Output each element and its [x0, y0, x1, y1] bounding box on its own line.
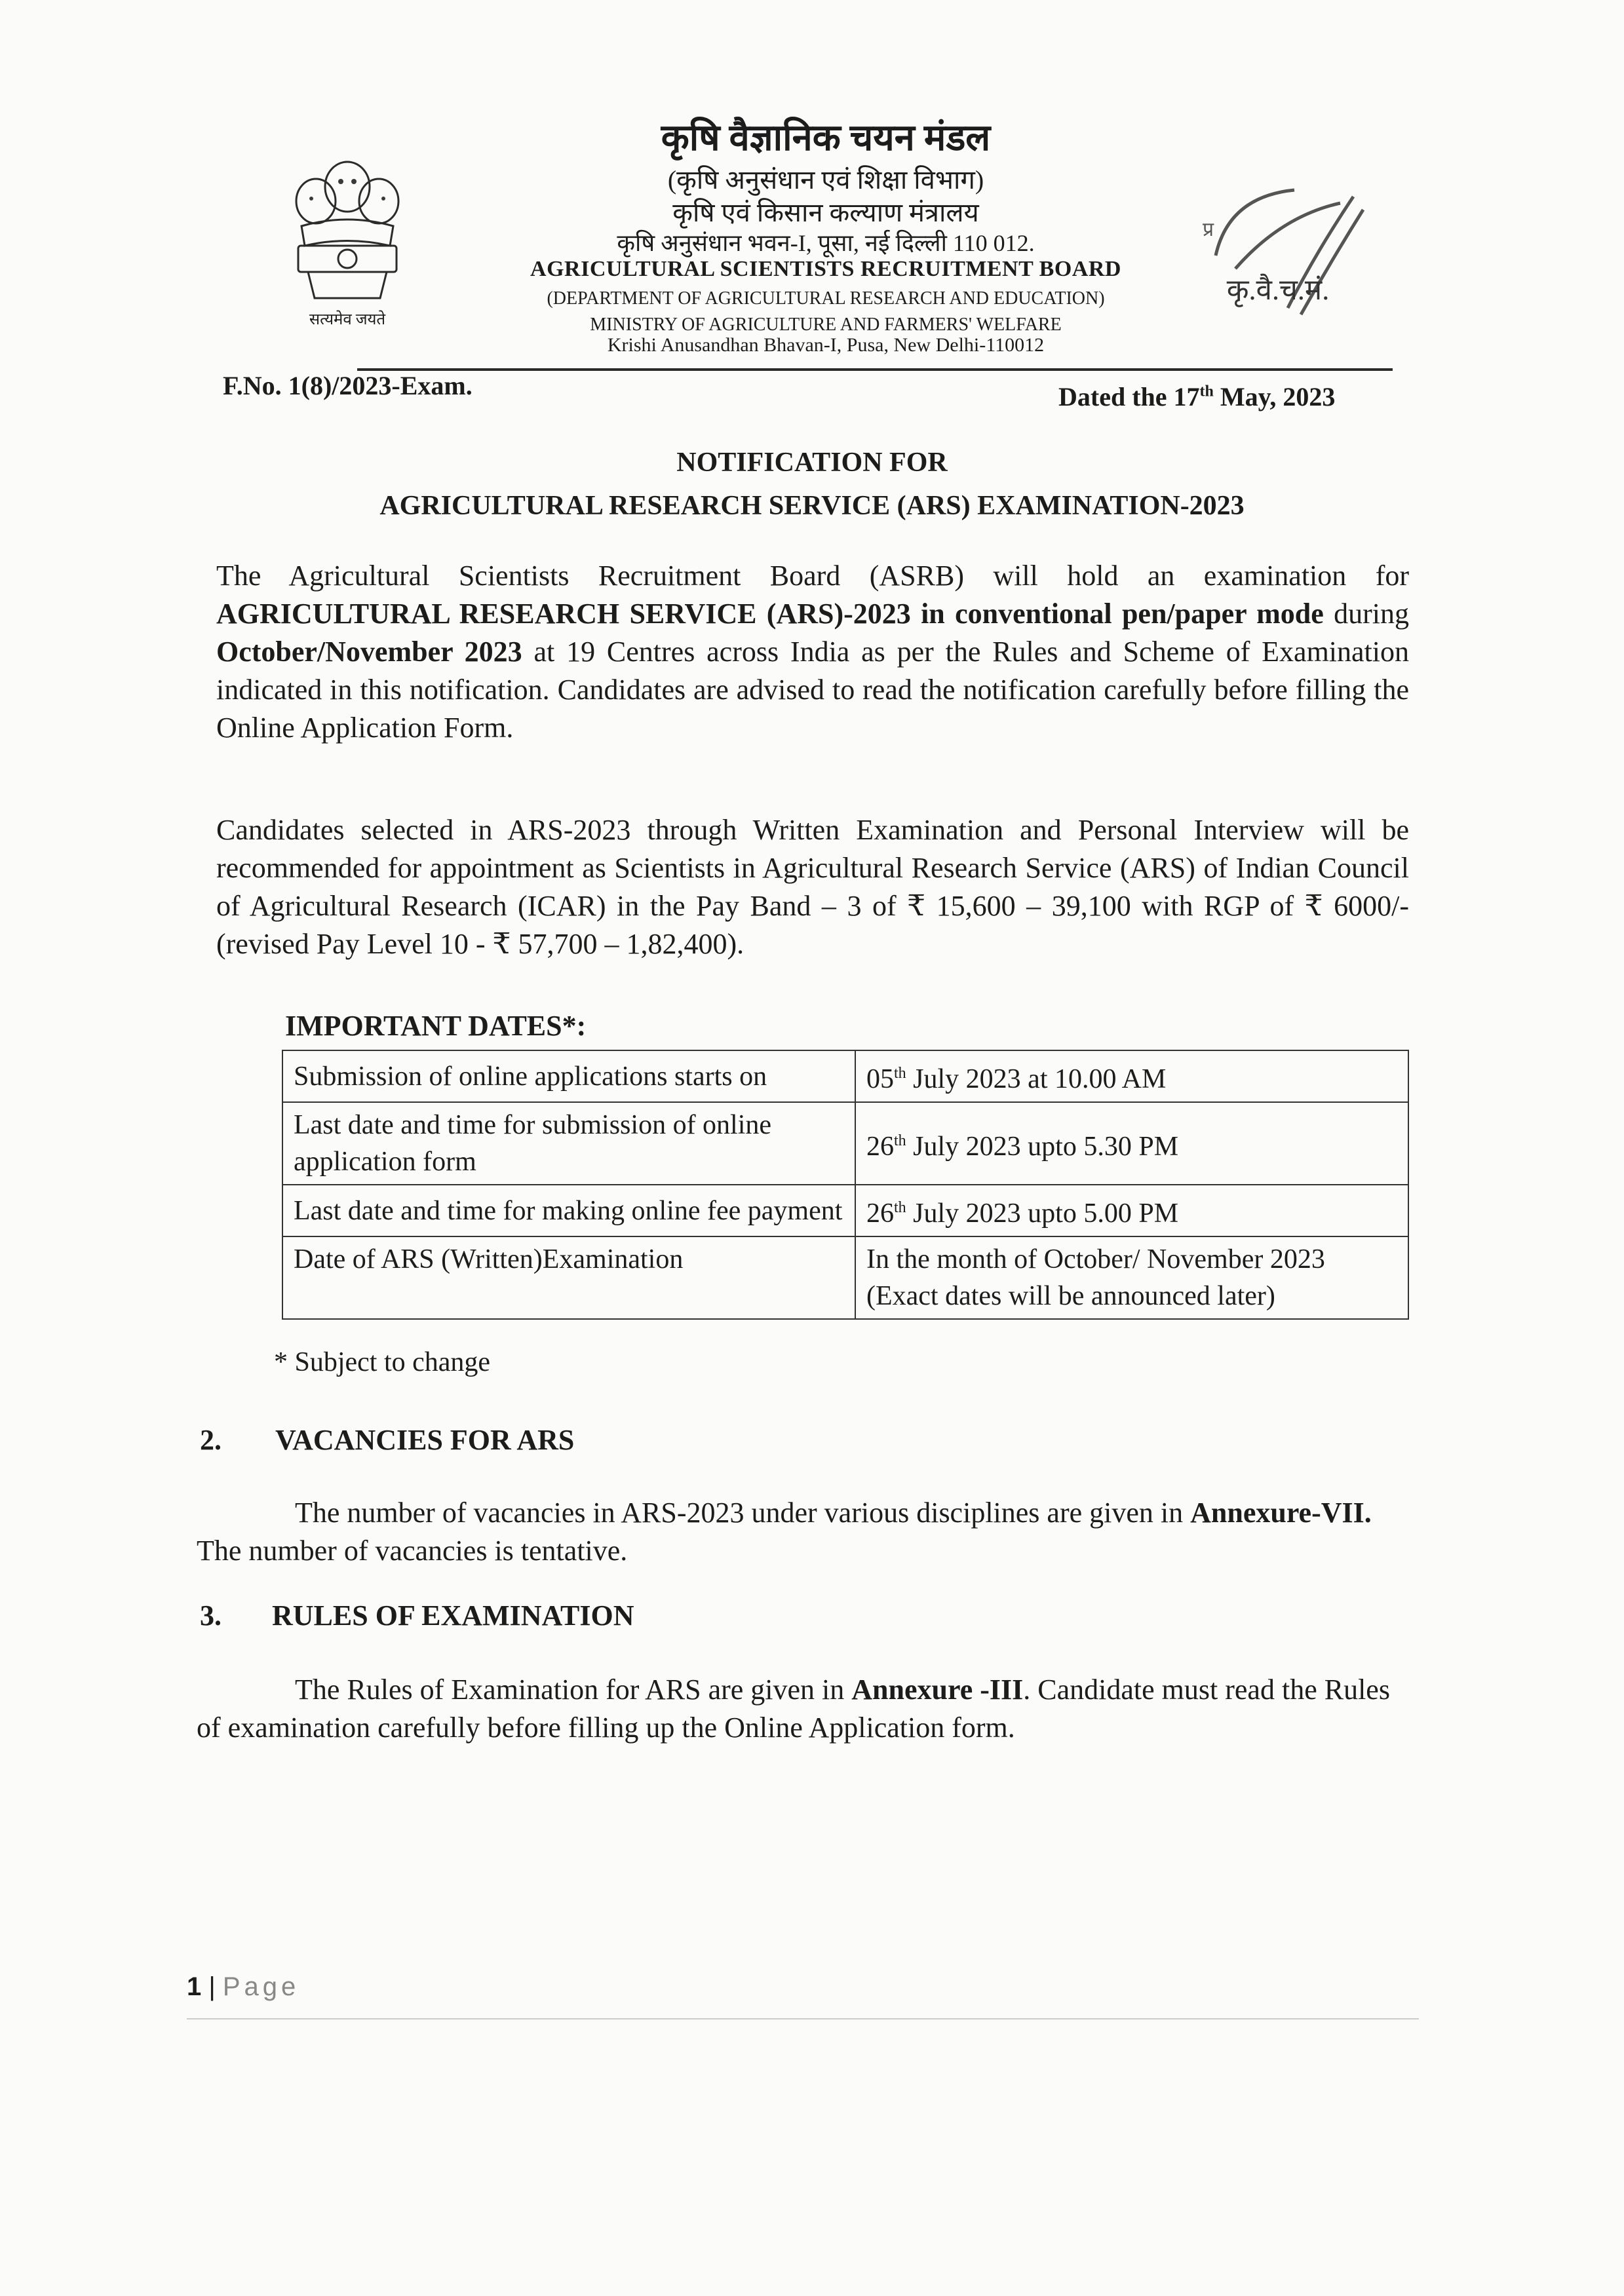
section-2-title: VACANCIES FOR ARS	[275, 1424, 575, 1456]
section-3-title: RULES OF EXAMINATION	[272, 1599, 634, 1632]
issue-date: Dated the 17th May, 2023	[1058, 382, 1336, 411]
svg-text:प्र: प्र	[1203, 218, 1214, 241]
board-name: AGRICULTURAL SCIENTISTS RECRUITMENT BOARD	[530, 257, 1121, 281]
important-dates-heading: IMPORTANT DATES*:	[285, 1010, 587, 1042]
page-label: Page	[222, 1972, 300, 2001]
date-value: In the month of October/ November 2023 (Exact dates will be announced later)	[855, 1236, 1408, 1319]
intro-paragraph-2: Candidates selected in ARS-2023 through Written Examination and Personal Interview will be recommended for appointment as Scientists in Agricultural Research Service (ARS) of Indian Council of Agricultural Research (ICAR) in the Pay Band – 3 of ₹ 15,600 – 39,100 with RGP of ₹ 6000/- (revised Pay Level 10 - ₹ 57,700 – 1,82,400).	[216, 814, 1409, 960]
section-3-text: The Rules of Examination for ARS are given in Annexure -III. Candidate must read the Rules of examination carefully before filling up the Online Application form.	[197, 1674, 1390, 1744]
table-row	[282, 1102, 1408, 1185]
page-number: 1	[187, 1972, 202, 2001]
notification-title-line1: NOTIFICATION FOR	[676, 448, 948, 478]
date-label: Date of ARS (Written)Examination	[282, 1236, 855, 1319]
notification-title-line2: AGRICULTURAL RESEARCH SERVICE (ARS) EXAMINATION-2023	[379, 491, 1245, 521]
emblem-motto: सत्यमेव जयते	[309, 311, 386, 328]
important-dates-table	[282, 1050, 1409, 1320]
section-2-number: 2.	[200, 1424, 222, 1456]
address-hindi: कृषि अनुसंधान भवन-I, पूसा, नई दिल्ली 110 012.	[617, 230, 1035, 256]
intro-paragraph-1: The Agricultural Scientists Recruitment Board (ASRB) will hold an examination for AGRICULTURAL RESEARCH SERVICE (ARS)-2023 in conventional pen/paper mode during October/November 2023 at 19 Centres across India as per the Rules and Scheme of Examination indicated in this notification. Candidates are advised to read the notification carefully before filling the Online Application Form.	[216, 560, 1410, 744]
table-row	[282, 1236, 1408, 1319]
header-divider	[357, 368, 1393, 371]
dates-footnote: * Subject to change	[274, 1347, 491, 1377]
asrb-logo-icon	[1189, 177, 1373, 341]
section-3-number: 3.	[200, 1599, 222, 1632]
date-label: Last date and time for submission of online application form	[282, 1102, 855, 1185]
date-label: Submission of online applications starts on	[282, 1050, 855, 1102]
board-address: Krishi Anusandhan Bhavan-I, Pusa, New Delhi-110012	[607, 334, 1045, 356]
date-value: 26th July 2023 upto 5.00 PM	[855, 1185, 1408, 1236]
date-value: 26th July 2023 upto 5.30 PM	[855, 1102, 1408, 1185]
table-row	[282, 1185, 1408, 1236]
section-2-text: The number of vacancies in ARS-2023 under various disciplines are given in Annexure-VII. The number of vacancies is tentative.	[197, 1497, 1372, 1567]
asrb-logo-text: कृ.वै.च.मं.	[1226, 274, 1330, 306]
date-value: 05th July 2023 at 10.00 AM	[855, 1050, 1408, 1102]
page-footer: 1 | Page	[187, 1972, 300, 2001]
department-hindi: (कृषि अनुसंधान एवं शिक्षा विभाग)	[667, 165, 984, 195]
department-name: (DEPARTMENT OF AGRICULTURAL RESEARCH AND EDUCATION)	[547, 288, 1105, 309]
ministry-hindi: कृषि एवं किसान कल्याण मंत्रालय	[672, 198, 979, 227]
table-row	[282, 1050, 1408, 1102]
footer-divider	[187, 2018, 1419, 2019]
board-name-hindi: कृषि वैज्ञानिक चयन मंडल	[661, 118, 991, 159]
date-label: Last date and time for making online fee payment	[282, 1185, 855, 1236]
ministry-name: MINISTRY OF AGRICULTURE AND FARMERS' WELFARE	[590, 315, 1062, 335]
file-number: F.No. 1(8)/2023-Exam.	[223, 371, 473, 400]
